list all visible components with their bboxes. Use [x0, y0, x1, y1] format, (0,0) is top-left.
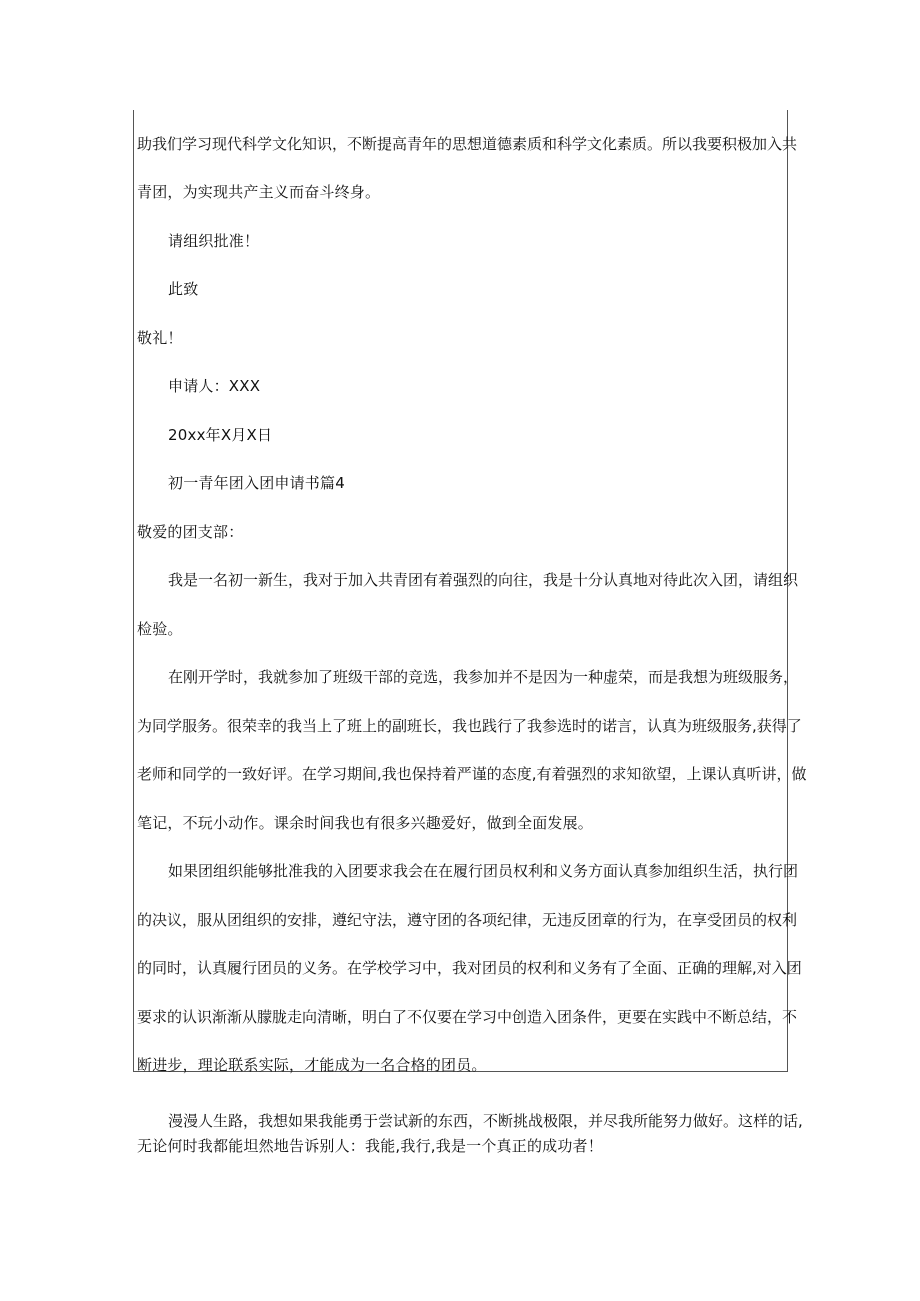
applicant-line: 申请人：XXX: [168, 377, 261, 395]
salutation-line: 此致: [168, 280, 199, 298]
paragraph-line: 检验。: [137, 620, 183, 638]
paragraph-line: 我是一名初一新生，我对于加入共青团有着强烈的向往，我是十分认真地对待此次入团，请组织: [168, 571, 799, 589]
paragraph-line: 断进步，理论联系实际，才能成为一名合格的团员。: [137, 1056, 487, 1074]
section-heading: 初一青年团入团申请书篇4: [168, 474, 345, 492]
paragraph-line: 老师和同学的一致好评。在学习期间,我也保持着严谨的态度,有着强烈的求知欲望，上课认真听讲，做: [137, 765, 807, 783]
paragraph-line: 助我们学习现代科学文化知识，不断提高青年的思想道德素质和科学文化素质。所以我要积极加入共: [137, 135, 798, 153]
closing-paragraph-line: 无论何时我都能坦然地告诉别人：我能,我行,我是一个真正的成功者！: [137, 1137, 603, 1155]
request-approval-line: 请组织批准！: [168, 232, 260, 250]
paragraph-line: 为同学服务。很荣幸的我当上了班上的副班长，我也践行了我参选时的诺言，认真为班级服务,获得了: [137, 717, 802, 735]
paragraph-line: 笔记，不玩小动作。课余时间我也有很多兴趣爱好，做到全面发展。: [137, 814, 594, 832]
salute-line: 敬礼！: [137, 329, 183, 347]
paragraph-line: 在刚开学时，我就参加了班级干部的竞选，我参加并不是因为一种虚荣，而是我想为班级服务，: [168, 668, 799, 686]
greeting-line: 敬爱的团支部：: [137, 523, 244, 541]
paragraph-line: 如果团组织能够批准我的入团要求我会在在履行团员权利和义务方面认真参加组织生活，执行团: [168, 862, 799, 880]
paragraph-line: 的决议，服从团组织的安排，遵纪守法，遵守团的各项纪律，无违反团章的行为，在享受团员的权利: [137, 911, 798, 929]
paragraph-line: 要求的认识渐渐从朦胧走向清晰，明白了不仅要在学习中创造入团条件，更要在实践中不断总结，不: [137, 1008, 798, 1026]
date-line: 20xx年X月X日: [168, 426, 273, 444]
paragraph-line: 的同时，认真履行团员的义务。在学校学习中，我对团员的权利和义务有了全面、正确的理解,对入团: [137, 959, 802, 977]
closing-paragraph-line: 漫漫人生路，我想如果我能勇于尝试新的东西，不断挑战极限，并尽我所能努力做好。这样的话,: [168, 1112, 803, 1130]
paragraph-line: 青团，为实现共产主义而奋斗终身。: [137, 183, 381, 201]
